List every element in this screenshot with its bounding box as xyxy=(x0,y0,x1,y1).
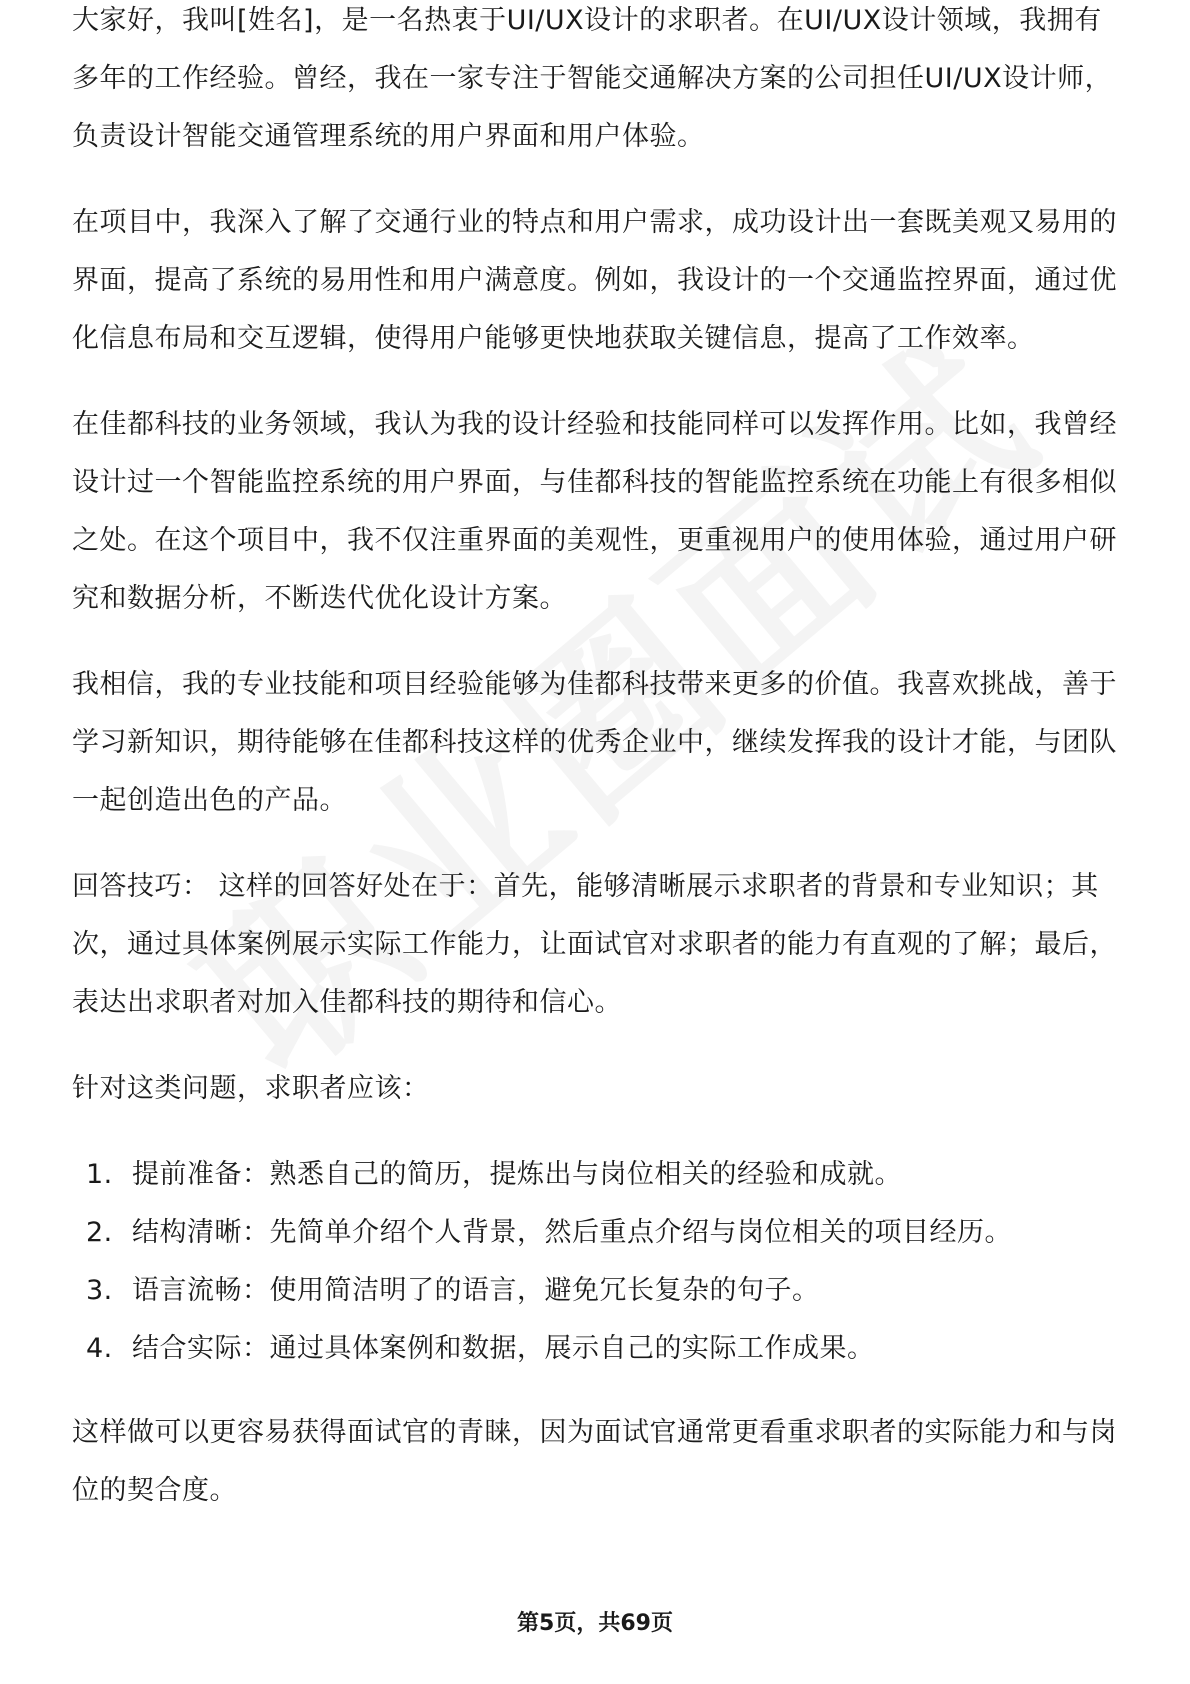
paragraph-value: 我相信，我的专业技能和项目经验能够为佳都科技带来更多的价值。我喜欢挑战，善于学习新知识，期待能够在佳都科技这样的优秀企业中，继续发挥我的设计才能，与团队一起创造出色的产品。 xyxy=(72,669,1117,816)
list-item-number: 1. xyxy=(86,1159,113,1190)
list-item xyxy=(72,1262,1120,1320)
paragraph-intro: 大家好，我叫[姓名]，是一名热衷于UI/UX设计的求职者。在UI/UX设计领域，我拥有多年的工作经验。曾经，我在一家专注于智能交通解决方案的公司担任UI/UX设计师，负责设计智能交通管理系统的用户界面和用户体验。 xyxy=(72,5,1113,152)
paragraph-answer-tips: 回答技巧： 这样的回答好处在于：首先，能够清晰展示求职者的背景和专业知识；其次，通过具体案例展示实际工作能力，让面试官对求职者的能力有直观的了解；最后，表达出求职者对加入佳都科技的期待和信心。 xyxy=(72,871,1117,1018)
paragraph-project: 在项目中，我深入了解了交通行业的特点和用户需求，成功设计出一套既美观又易用的界面，提高了系统的易用性和用户满意度。例如，我设计的一个交通监控界面，通过优化信息布局和交互逻辑，使得用户能够更快地获取关键信息，提高了工作效率。 xyxy=(72,207,1117,354)
list-item xyxy=(72,1146,1120,1204)
list-item-text: 提前准备：熟悉自己的简历，提炼出与岗位相关的经验和成就。 xyxy=(132,1159,902,1190)
list-item xyxy=(72,1204,1120,1262)
list-item xyxy=(72,1320,1120,1378)
list-item-text: 语言流畅：使用简洁明了的语言，避免冗长复杂的句子。 xyxy=(132,1275,820,1306)
document-body xyxy=(72,5,1120,1548)
tips-list xyxy=(72,1146,1120,1378)
list-item-text: 结合实际：通过具体案例和数据，展示自己的实际工作成果。 xyxy=(132,1333,875,1364)
paragraph-company-fit: 在佳都科技的业务领域，我认为我的设计经验和技能同样可以发挥作用。比如，我曾经设计过一个智能监控系统的用户界面，与佳都科技的智能监控系统在功能上有很多相似之处。在这个项目中，我不仅注重界面的美观性，更重视用户的使用体验，通过用户研究和数据分析，不断迭代优化设计方案。 xyxy=(72,409,1117,614)
paragraph-list-intro: 针对这类问题，求职者应该： xyxy=(72,1073,430,1104)
list-item-number: 3. xyxy=(86,1275,113,1306)
paragraph-closing: 这样做可以更容易获得面试官的青睐，因为面试官通常更看重求职者的实际能力和与岗位的契合度。 xyxy=(72,1417,1117,1506)
list-item-number: 4. xyxy=(86,1333,113,1364)
list-item-text: 结构清晰：先简单介绍个人背景，然后重点介绍与岗位相关的项目经历。 xyxy=(132,1217,1012,1248)
page-number: 第5页，共69页 xyxy=(517,1611,673,1636)
list-item-number: 2. xyxy=(86,1217,113,1248)
